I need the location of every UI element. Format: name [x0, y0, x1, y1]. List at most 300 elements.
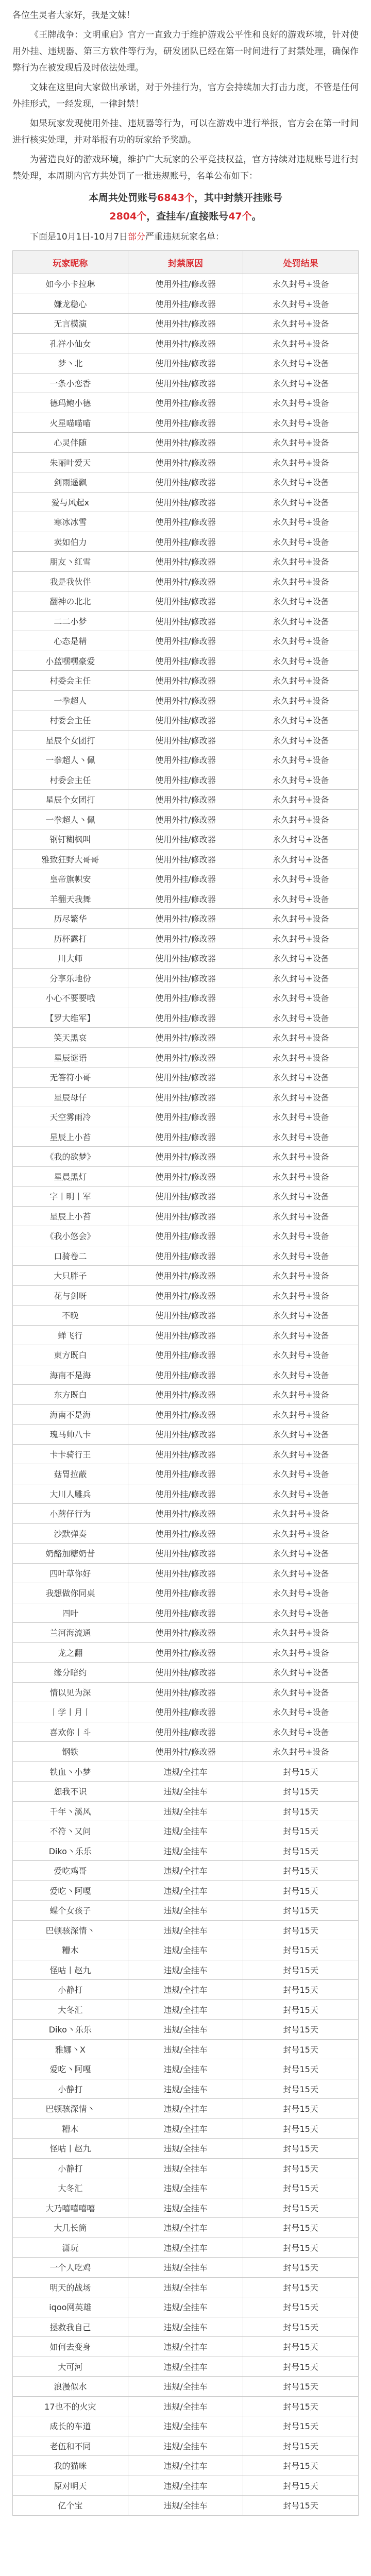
table-row — [13, 294, 359, 314]
cell-result: 永久封号+设备 — [243, 591, 359, 612]
cell-reason: 使用外挂/修改器 — [128, 1642, 243, 1663]
cell-reason: 违规/全挂车 — [128, 1782, 243, 1802]
cell-nickname: 瑰马帅八卡 — [13, 1425, 128, 1445]
table-row — [13, 1861, 359, 1881]
table-row — [13, 1821, 359, 1841]
cell-nickname: 怪咕丨赵九 — [13, 2139, 128, 2159]
cell-reason: 使用外挂/修改器 — [128, 671, 243, 691]
intro-paragraph-2: 文妹在这里向大家做出承诺，对于外挂行为，官方会持续加大打击力度，不管是任何外挂形式，一经发现，一律封禁！ — [12, 82, 359, 109]
cell-result: 永久封号+设备 — [243, 750, 359, 770]
cell-nickname: 小静打 — [13, 1980, 128, 2000]
cell-result: 封号15天 — [243, 1920, 359, 1940]
summary-mid2: ，查挂车/直接账号 — [146, 211, 229, 222]
cell-result: 封号15天 — [243, 1801, 359, 1821]
cell-reason: 使用外挂/修改器 — [128, 1385, 243, 1405]
cell-nickname: 爱吃丶阿嘎 — [13, 1880, 128, 1901]
cell-reason: 使用外挂/修改器 — [128, 314, 243, 334]
cell-reason: 违规/全挂车 — [128, 1920, 243, 1940]
table-row — [13, 1107, 359, 1127]
cell-result: 永久封号+设备 — [243, 1563, 359, 1583]
cell-result: 永久封号+设备 — [243, 1008, 359, 1028]
cell-reason: 违规/全挂车 — [128, 2059, 243, 2079]
cell-nickname: 潇玩 — [13, 2238, 128, 2258]
cell-reason: 使用外挂/修改器 — [128, 1544, 243, 1564]
cell-reason: 使用外挂/修改器 — [128, 1623, 243, 1643]
table-row — [13, 2357, 359, 2377]
cell-nickname: 东方既白 — [13, 1385, 128, 1405]
cell-result: 永久封号+设备 — [243, 314, 359, 334]
table-row — [13, 631, 359, 651]
cell-nickname: 分享乐地份 — [13, 968, 128, 988]
cell-nickname: iqoo网英雄 — [13, 2297, 128, 2317]
cell-reason: 使用外挂/修改器 — [128, 413, 243, 433]
table-row — [13, 1444, 359, 1464]
cell-nickname: 钢钉糊枫叫 — [13, 829, 128, 850]
cell-nickname: 喜欢你丨斗 — [13, 1722, 128, 1742]
cell-result: 永久封号+设备 — [243, 1127, 359, 1147]
cell-nickname: 情以见为深 — [13, 1682, 128, 1702]
cell-reason: 使用外挂/修改器 — [128, 1226, 243, 1246]
table-row — [13, 1187, 359, 1207]
cell-nickname: 村委会主任 — [13, 770, 128, 790]
cell-result: 封号15天 — [243, 2357, 359, 2377]
cell-nickname: 孔祥小仙女 — [13, 333, 128, 353]
cell-nickname: 一个人吃鸡 — [13, 2258, 128, 2278]
cell-nickname: 大冬汇 — [13, 1999, 128, 2020]
cell-nickname: 嫌龙稳心 — [13, 294, 128, 314]
cell-result: 永久封号+设备 — [243, 1404, 359, 1425]
cell-nickname: 星辰上小苔 — [13, 1206, 128, 1226]
cell-nickname: 巴顿骇深情丶 — [13, 2099, 128, 2119]
cell-result: 封号15天 — [243, 2238, 359, 2258]
cell-nickname: 村委会主任 — [13, 671, 128, 691]
cell-reason: 使用外挂/修改器 — [128, 968, 243, 988]
cell-result: 封号15天 — [243, 2297, 359, 2317]
cell-nickname: 丨学丨月丨 — [13, 1702, 128, 1722]
cell-reason: 使用外挂/修改器 — [128, 1722, 243, 1742]
cell-nickname: 如何去变身 — [13, 2337, 128, 2357]
cell-nickname: 千年丶溪风 — [13, 1801, 128, 1821]
cell-nickname: 村委会主任 — [13, 710, 128, 731]
cell-result: 封号15天 — [243, 1940, 359, 1960]
table-body — [13, 274, 359, 2516]
cell-result: 封号15天 — [243, 2416, 359, 2436]
cell-reason: 违规/全挂车 — [128, 2218, 243, 2238]
cell-nickname: 巴顿骇深情丶 — [13, 1920, 128, 1940]
cell-nickname: 星辰谜语 — [13, 1047, 128, 1067]
cell-reason: 使用外挂/修改器 — [128, 571, 243, 591]
table-row — [13, 2476, 359, 2496]
cell-nickname: 朱丽叶爱天 — [13, 452, 128, 472]
cell-nickname: 剑雨遥飘 — [13, 472, 128, 493]
cell-result: 永久封号+设备 — [243, 1206, 359, 1226]
table-row — [13, 314, 359, 334]
cell-nickname: 朋友丶红雪 — [13, 552, 128, 572]
summary-total: 6843个 — [157, 192, 194, 204]
cell-reason: 使用外挂/修改器 — [128, 1742, 243, 1762]
cell-nickname: 花与剑呀 — [13, 1285, 128, 1306]
cell-nickname: 一条小恋香 — [13, 373, 128, 393]
cell-result: 永久封号+设备 — [243, 651, 359, 671]
table-row — [13, 512, 359, 532]
cell-reason: 使用外挂/修改器 — [128, 1187, 243, 1207]
table-row — [13, 2377, 359, 2397]
cell-result: 永久封号+设备 — [243, 1246, 359, 1266]
table-row — [13, 1266, 359, 1286]
table-row — [13, 1742, 359, 1762]
cell-reason: 使用外挂/修改器 — [128, 1504, 243, 1524]
table-row — [13, 1047, 359, 1067]
cell-reason: 使用外挂/修改器 — [128, 333, 243, 353]
cell-reason: 使用外挂/修改器 — [128, 373, 243, 393]
cell-nickname: 梦丶北 — [13, 353, 128, 374]
cell-reason: 违规/全挂车 — [128, 2496, 243, 2516]
table-row — [13, 2258, 359, 2278]
cell-result: 永久封号+设备 — [243, 1523, 359, 1544]
cell-result: 永久封号+设备 — [243, 1444, 359, 1464]
cell-reason: 违规/全挂车 — [128, 2277, 243, 2297]
table-row — [13, 353, 359, 374]
cell-reason: 使用外挂/修改器 — [128, 651, 243, 671]
cell-reason: 使用外挂/修改器 — [128, 532, 243, 552]
table-row — [13, 1523, 359, 1544]
cell-nickname: 卡卡骑行王 — [13, 1444, 128, 1464]
cell-nickname: 小蘑仔行为 — [13, 1504, 128, 1524]
table-row — [13, 1920, 359, 1940]
cell-nickname: 海南不是海 — [13, 1365, 128, 1385]
cell-result: 封号15天 — [243, 2337, 359, 2357]
cell-nickname: 蝶个女孩子 — [13, 1901, 128, 1921]
cell-nickname: 大只胖子 — [13, 1266, 128, 1286]
table-row — [13, 1801, 359, 1821]
cell-result: 永久封号+设备 — [243, 690, 359, 710]
cell-result: 封号15天 — [243, 2059, 359, 2079]
cell-reason: 使用外挂/修改器 — [128, 452, 243, 472]
table-row — [13, 1226, 359, 1246]
cell-result: 永久封号+设备 — [243, 948, 359, 969]
cell-nickname: 菇胃拉蔽 — [13, 1464, 128, 1484]
cell-reason: 违规/全挂车 — [128, 2258, 243, 2278]
cell-nickname: 雅娜丶X — [13, 2039, 128, 2059]
cell-nickname: 大川人雕兵 — [13, 1484, 128, 1504]
cell-result: 封号15天 — [243, 2456, 359, 2476]
cell-nickname: 寒冰冰雪 — [13, 512, 128, 532]
intro-paragraph-1: 《王牌战争：文明重启》官方一直致力于维护游戏公平性和良好的游戏环境，针对使用外挂、违规器、第三方软件等行为，研发团队已经在第一时间进行了封禁处理，确保作弊行为在被发现后及时依法处理。 — [12, 30, 359, 73]
cell-result: 永久封号+设备 — [243, 373, 359, 393]
table-row — [13, 2436, 359, 2456]
cell-result: 永久封号+设备 — [243, 472, 359, 493]
cell-result: 永久封号+设备 — [243, 1147, 359, 1167]
cell-result: 永久封号+设备 — [243, 571, 359, 591]
table-row — [13, 552, 359, 572]
cell-nickname: 不符丶又问 — [13, 1821, 128, 1841]
cell-reason: 使用外挂/修改器 — [128, 790, 243, 810]
violation-table — [12, 250, 359, 2516]
cell-result: 永久封号+设备 — [243, 1047, 359, 1067]
cell-result: 永久封号+设备 — [243, 1583, 359, 1603]
cell-result: 封号15天 — [243, 2079, 359, 2099]
cell-nickname: 爱吃鸡哥 — [13, 1861, 128, 1881]
cell-result: 永久封号+设备 — [243, 532, 359, 552]
table-row — [13, 1702, 359, 1722]
cell-reason: 违规/全挂车 — [128, 2357, 243, 2377]
cell-result: 永久封号+设备 — [243, 968, 359, 988]
intro-paragraph-4: 为营造良好的游戏环境，维护广大玩家的公平竞技权益，官方持续对违规账号进行封禁处理，本周期内官方共处罚了一批违规账号，名单公布如下： — [12, 155, 359, 181]
cell-nickname: 《我的欲梦》 — [13, 1147, 128, 1167]
cell-reason: 使用外挂/修改器 — [128, 770, 243, 790]
cell-result: 永久封号+设备 — [243, 631, 359, 651]
cell-reason: 违规/全挂车 — [128, 2297, 243, 2317]
cell-reason: 使用外挂/修改器 — [128, 1047, 243, 1067]
table-row — [13, 2297, 359, 2317]
cell-reason: 违规/全挂车 — [128, 1801, 243, 1821]
table-row — [13, 1285, 359, 1306]
table-row — [13, 1663, 359, 1683]
cell-result: 永久封号+设备 — [243, 333, 359, 353]
cell-nickname: 東方既白 — [13, 1345, 128, 1365]
table-row — [13, 730, 359, 750]
cell-nickname: 铁血丶小梦 — [13, 1761, 128, 1782]
cell-reason: 违规/全挂车 — [128, 1999, 243, 2020]
table-row — [13, 1504, 359, 1524]
cell-nickname: 【罗大维军】 — [13, 1008, 128, 1028]
table-row — [13, 1603, 359, 1623]
cell-nickname: 缘分暗约 — [13, 1663, 128, 1683]
cell-reason: 使用外挂/修改器 — [128, 552, 243, 572]
cell-reason: 使用外挂/修改器 — [128, 393, 243, 413]
table-row — [13, 690, 359, 710]
cell-reason: 违规/全挂车 — [128, 1901, 243, 1921]
cell-nickname: 一拳超人丶佩 — [13, 750, 128, 770]
cell-result: 封号15天 — [243, 2139, 359, 2159]
cell-reason: 使用外挂/修改器 — [128, 809, 243, 829]
cell-reason: 使用外挂/修改器 — [128, 492, 243, 512]
table-row — [13, 1980, 359, 2000]
cell-result: 永久封号+设备 — [243, 294, 359, 314]
table-row — [13, 849, 359, 869]
table-row — [13, 968, 359, 988]
cell-result: 永久封号+设备 — [243, 1663, 359, 1683]
cell-result: 永久封号+设备 — [243, 1544, 359, 1564]
cell-nickname: 浪漫似水 — [13, 2377, 128, 2397]
cell-reason: 违规/全挂车 — [128, 2377, 243, 2397]
table-row — [13, 809, 359, 829]
cell-nickname: 奶酪加糖奶昔 — [13, 1544, 128, 1564]
cell-result: 永久封号+设备 — [243, 353, 359, 374]
table-row — [13, 492, 359, 512]
table-row — [13, 710, 359, 731]
cell-result: 永久封号+设备 — [243, 1306, 359, 1326]
cell-nickname: 心态是精 — [13, 631, 128, 651]
table-row — [13, 1682, 359, 1702]
cell-result: 永久封号+设备 — [243, 1028, 359, 1048]
note-suffix: 严重违规玩家名单： — [145, 232, 225, 242]
cell-nickname: 老伍和不同 — [13, 2436, 128, 2456]
table-row — [13, 1008, 359, 1028]
table-row — [13, 988, 359, 1008]
table-header-row — [13, 251, 359, 274]
cell-nickname: 大可河 — [13, 2357, 128, 2377]
cell-reason: 使用外挂/修改器 — [128, 829, 243, 850]
cell-result: 永久封号+设备 — [243, 492, 359, 512]
cell-reason: 违规/全挂车 — [128, 2337, 243, 2357]
table-row — [13, 2496, 359, 2516]
cell-nickname: 小蓝嘿嘿豪爱 — [13, 651, 128, 671]
cell-nickname: 口骑卷二 — [13, 1246, 128, 1266]
cell-nickname: 羊翻天我舞 — [13, 889, 128, 909]
cell-reason: 使用外挂/修改器 — [128, 353, 243, 374]
table-row — [13, 1345, 359, 1365]
table-row — [13, 909, 359, 929]
cell-nickname: 蝉飞行 — [13, 1325, 128, 1345]
cell-result: 永久封号+设备 — [243, 869, 359, 889]
table-row — [13, 1583, 359, 1603]
cell-result: 封号15天 — [243, 2020, 359, 2040]
cell-result: 封号15天 — [243, 2158, 359, 2178]
cell-result: 永久封号+设备 — [243, 909, 359, 929]
cell-reason: 使用外挂/修改器 — [128, 591, 243, 612]
cell-nickname: 小静打 — [13, 2158, 128, 2178]
cell-nickname: 笑天黑哀 — [13, 1028, 128, 1048]
note-prefix: 下面是10月1日-10月7日 — [30, 232, 128, 242]
cell-reason: 使用外挂/修改器 — [128, 1464, 243, 1484]
cell-result: 封号15天 — [243, 1761, 359, 1782]
cell-reason: 违规/全挂车 — [128, 2317, 243, 2337]
cell-result: 封号15天 — [243, 2198, 359, 2218]
cell-result: 永久封号+设备 — [243, 552, 359, 572]
table-row — [13, 2198, 359, 2218]
cell-result: 封号15天 — [243, 2496, 359, 2516]
cell-reason: 违规/全挂车 — [128, 2020, 243, 2040]
table-row — [13, 869, 359, 889]
table-row — [13, 1563, 359, 1583]
table-row — [13, 2039, 359, 2059]
cell-reason: 违规/全挂车 — [128, 1980, 243, 2000]
cell-reason: 违规/全挂车 — [128, 1761, 243, 1782]
cell-reason: 使用外挂/修改器 — [128, 1087, 243, 1107]
cell-result: 永久封号+设备 — [243, 1187, 359, 1207]
cell-nickname: 17也不的火灾 — [13, 2396, 128, 2416]
cell-nickname: 爱吃丶阿嘎 — [13, 2059, 128, 2079]
cell-reason: 使用外挂/修改器 — [128, 948, 243, 969]
table-row — [13, 948, 359, 969]
cell-nickname: 一拳超人 — [13, 690, 128, 710]
cell-nickname: 川大师 — [13, 948, 128, 969]
cell-reason: 使用外挂/修改器 — [128, 909, 243, 929]
cell-result: 封号15天 — [243, 2218, 359, 2238]
table-row — [13, 2317, 359, 2337]
table-row — [13, 1544, 359, 1564]
table-row — [13, 1880, 359, 1901]
table-row — [13, 1901, 359, 1921]
cell-result: 封号15天 — [243, 1999, 359, 2020]
intro-paragraph-3: 如果玩家发现使用外挂、违规器等行为，可以在游戏中进行举报，官方会在第一时间进行核实处理，并对举报有功的玩家给予奖励。 — [12, 118, 359, 145]
table-row — [13, 1464, 359, 1484]
table-row — [13, 472, 359, 493]
cell-result: 封号15天 — [243, 1821, 359, 1841]
cell-reason: 使用外挂/修改器 — [128, 512, 243, 532]
cell-result: 永久封号+设备 — [243, 1067, 359, 1088]
cell-reason: 使用外挂/修改器 — [128, 1603, 243, 1623]
table-row — [13, 928, 359, 948]
cell-reason: 使用外挂/修改器 — [128, 1266, 243, 1286]
cell-nickname: 小心不要要哦 — [13, 988, 128, 1008]
cell-nickname: 大冬汇 — [13, 2178, 128, 2198]
cell-result: 封号15天 — [243, 2258, 359, 2278]
table-row — [13, 1147, 359, 1167]
cell-nickname: 大几长筒 — [13, 2218, 128, 2238]
cell-result: 封号15天 — [243, 2039, 359, 2059]
cell-reason: 违规/全挂车 — [128, 2099, 243, 2119]
intro-greeting: 各位生灵者大家好，我是文妹！ — [12, 10, 135, 21]
cell-reason: 使用外挂/修改器 — [128, 928, 243, 948]
table-row — [13, 2079, 359, 2099]
cell-result: 封号15天 — [243, 2436, 359, 2456]
cell-nickname: 大乃嘻嘻嘻嘻 — [13, 2198, 128, 2218]
cell-nickname: 翻神の北北 — [13, 591, 128, 612]
cell-nickname: 小静打 — [13, 2079, 128, 2099]
cell-result: 永久封号+设备 — [243, 928, 359, 948]
cell-nickname: 我的猫咪 — [13, 2456, 128, 2476]
cell-result: 封号15天 — [243, 2178, 359, 2198]
table-row — [13, 591, 359, 612]
cell-reason: 违规/全挂车 — [128, 2178, 243, 2198]
table-row — [13, 532, 359, 552]
cell-reason: 使用外挂/修改器 — [128, 1306, 243, 1326]
cell-reason: 违规/全挂车 — [128, 2436, 243, 2456]
cell-nickname: 我是我伙伴 — [13, 571, 128, 591]
cell-nickname: 糟木 — [13, 1940, 128, 1960]
table-row — [13, 1623, 359, 1643]
cell-reason: 违规/全挂车 — [128, 1940, 243, 1960]
table-row — [13, 452, 359, 472]
table-row — [13, 1761, 359, 1782]
cell-reason: 使用外挂/修改器 — [128, 1563, 243, 1583]
cell-reason: 使用外挂/修改器 — [128, 889, 243, 909]
cell-reason: 使用外挂/修改器 — [128, 631, 243, 651]
table-row — [13, 651, 359, 671]
cell-reason: 使用外挂/修改器 — [128, 1008, 243, 1028]
cell-reason: 违规/全挂车 — [128, 1880, 243, 1901]
cell-nickname: 星辰上小苔 — [13, 1127, 128, 1147]
cell-result: 永久封号+设备 — [243, 413, 359, 433]
cell-reason: 使用外挂/修改器 — [128, 1425, 243, 1445]
table-row — [13, 333, 359, 353]
table-row — [13, 2139, 359, 2159]
note-highlight: 部分 — [128, 232, 146, 242]
cell-reason: 违规/全挂车 — [128, 1861, 243, 1881]
cell-reason: 使用外挂/修改器 — [128, 1028, 243, 1048]
cell-result: 封号15天 — [243, 2119, 359, 2139]
cell-result: 永久封号+设备 — [243, 1325, 359, 1345]
list-note — [12, 229, 359, 245]
summary-suffix: 。 — [251, 211, 262, 222]
cell-reason: 违规/全挂车 — [128, 1960, 243, 1980]
cell-result: 永久封号+设备 — [243, 730, 359, 750]
table-row — [13, 413, 359, 433]
cell-nickname: 原对明天 — [13, 2476, 128, 2496]
table-row — [13, 1325, 359, 1345]
cell-nickname: 卖如伯力 — [13, 532, 128, 552]
cell-nickname: 沙默弹奏 — [13, 1523, 128, 1544]
table-row — [13, 1306, 359, 1326]
cell-nickname: 无言模演 — [13, 314, 128, 334]
table-row — [13, 373, 359, 393]
cell-result: 封号15天 — [243, 2476, 359, 2496]
cell-result: 永久封号+设备 — [243, 1107, 359, 1127]
cell-result: 永久封号+设备 — [243, 790, 359, 810]
cell-nickname: 亿个宝 — [13, 2496, 128, 2516]
